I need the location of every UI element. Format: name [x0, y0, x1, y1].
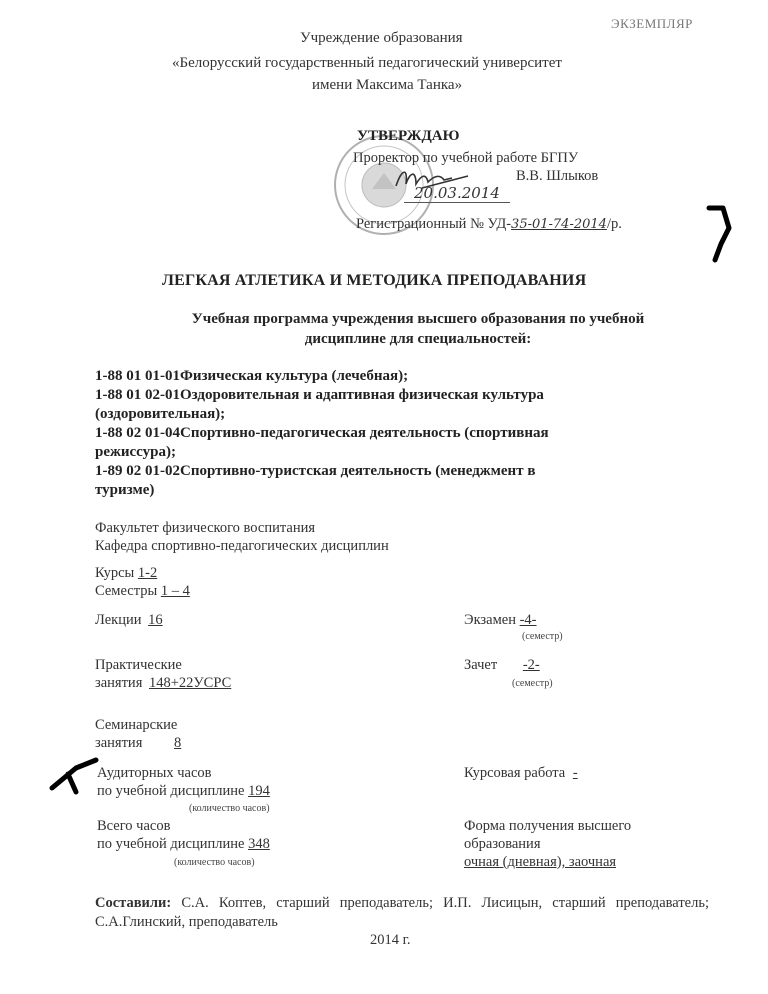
semesters-label: Семестры: [95, 583, 158, 599]
approval-name: В.В. Шлыков: [516, 168, 599, 184]
exam-note: (семестр): [522, 631, 563, 642]
semesters-row: [95, 583, 190, 600]
credit-label: Зачет: [464, 657, 498, 673]
seminars-label-2: занятия: [95, 735, 143, 751]
exam-value: -4-: [519, 612, 537, 628]
margin-mark: [699, 200, 739, 270]
speciality-line: 1-88 01 01-01Физическая культура (лечебная);: [95, 368, 409, 384]
registration-line: [356, 216, 622, 233]
registration-prefix: Регистрационный № УД-: [356, 216, 512, 232]
practical-label-2: занятия: [95, 675, 143, 691]
total-note: (количество часов): [174, 857, 255, 868]
exam-label: Экзамен: [464, 612, 516, 628]
copy-stamp: ЭКЗЕМПЛЯР: [611, 16, 693, 31]
practical-row: [95, 675, 234, 692]
faculty: Факультет физического воспитания: [95, 520, 316, 536]
courses-row: [95, 565, 157, 582]
auditory-label-1: Аудиторных часов: [97, 765, 212, 781]
institution-line-2: «Белорусский государственный педагогический университет: [172, 55, 562, 71]
compiled-by: [95, 894, 709, 932]
total-label-1: Всего часов: [97, 818, 171, 834]
practical-value: 148+22УСРС: [148, 675, 232, 691]
total-label-2: по учебной дисциплине: [97, 836, 245, 852]
document-year: 2014 г.: [370, 932, 411, 948]
approval-position: Проректор по учебной работе БГПУ: [353, 150, 579, 166]
credit-note: (семестр): [512, 678, 553, 689]
total-value: 348: [248, 836, 270, 852]
auditory-value: 194: [248, 783, 270, 799]
compiled-label: Составили:: [95, 895, 172, 911]
lectures-value: 16: [148, 612, 163, 628]
form-label-1: Форма получения высшего: [464, 818, 632, 834]
auditory-note: (количество часов): [189, 803, 270, 814]
approve-label: УТВЕРЖДАЮ: [357, 128, 460, 144]
semesters-value: 1 – 4: [160, 583, 190, 599]
auditory-row: [97, 783, 270, 800]
speciality-line: (оздоровительная);: [95, 406, 226, 422]
specialities-list: [95, 367, 549, 500]
form-label-2: образования: [464, 836, 541, 852]
auditory-label-2: по учебной дисциплине: [97, 783, 245, 799]
document-subtitle: Учебная программа учреждения высшего образования по учебной дисциплине для специальностей:: [191, 311, 645, 347]
department: Кафедра спортивно-педагогических дисциплин: [95, 538, 389, 554]
coursework-label: Курсовая работа: [464, 765, 566, 781]
speciality-line: туризме): [95, 482, 155, 498]
coursework-value: -: [572, 765, 578, 781]
form-value: очная (дневная), заочная: [464, 854, 617, 870]
seminars-value: 8: [173, 735, 182, 751]
speciality-line: 1-89 02 01-02Спортивно-туристская деятельность (менеджмент в: [95, 463, 536, 479]
courses-value: 1-2: [137, 565, 158, 581]
registration-number: 35-01-74-2014: [511, 217, 607, 232]
lectures-label: Лекции: [95, 612, 142, 628]
lectures-row: [95, 612, 173, 629]
seminars-row: [95, 735, 199, 752]
approval-date: 20.03.2014: [404, 184, 510, 203]
institution-line-1: Учреждение образования: [300, 30, 463, 46]
seminars-label-1: Семинарские: [95, 717, 178, 733]
registration-suffix: /р.: [606, 216, 622, 232]
institution-line-3: имени Максима Танка»: [312, 77, 463, 93]
speciality-line: режиссура);: [95, 444, 176, 460]
total-row: [97, 836, 270, 853]
compiled-text: С.А. Коптев, старший преподаватель; И.П. Лисицын, старший преподаватель; С.А.Глинский, преподаватель: [95, 895, 709, 930]
document-title: ЛЕГКАЯ АТЛЕТИКА И МЕТОДИКА ПРЕПОДАВАНИЯ: [162, 272, 587, 289]
credit-value: -2-: [522, 657, 540, 673]
practical-label-1: Практические: [95, 657, 182, 673]
speciality-line: 1-88 01 02-01Оздоровительная и адаптивная физическая культура: [95, 387, 544, 403]
speciality-line: 1-88 02 01-04Спортивно-педагогическая деятельность (спортивная: [95, 425, 549, 441]
exam-row: [464, 612, 537, 629]
courses-label: Курсы: [95, 565, 135, 581]
credit-row: [464, 657, 540, 674]
coursework-row: [464, 765, 582, 782]
